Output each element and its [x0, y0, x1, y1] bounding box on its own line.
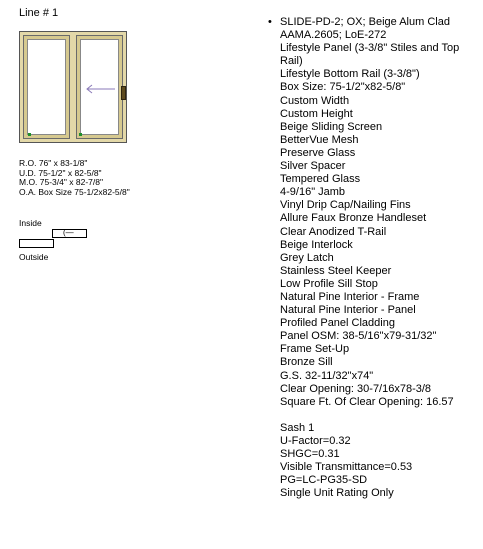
description-item: Panel OSM: 38-5/16"x79-31/32" [280, 330, 437, 343]
sash-item: PG=LC-PG35-SD [280, 474, 368, 487]
description-item: Custom Height [280, 107, 353, 120]
description-item: Square Ft. Of Clear Opening: 16.57 [280, 395, 454, 408]
description-item: Clear Anodized T-Rail [280, 225, 387, 238]
description-item: Low Profile Sill Stop [280, 277, 378, 290]
fixed-panel [23, 35, 70, 139]
description-item: Allure Faux Bronze Handleset [280, 212, 427, 225]
description-item: 4-9/16" Jamb [280, 186, 346, 199]
sash-item: SHGC=0.31 [280, 448, 340, 461]
sash-title: Sash 1 [280, 421, 315, 434]
bullet-icon: • [268, 16, 272, 28]
description-item: Box Size: 75-1/2"x82-5/8" [280, 81, 406, 94]
door-drawing [19, 31, 127, 143]
description-item: AAMA.2605; LoE-272 [280, 29, 387, 42]
sash-item: U-Factor=0.32 [280, 435, 351, 447]
spacer [280, 409, 480, 422]
description-item: BetterVue Mesh [280, 133, 359, 146]
description-item: Preserve Glass [280, 146, 356, 159]
description-item: Grey Latch [280, 251, 334, 264]
outside-label: Outside [19, 252, 49, 262]
description-item: Tempered Glass [280, 173, 361, 186]
description-items [280, 16, 480, 500]
line-title: Line # 1 [19, 7, 59, 19]
corner-marker-icon [79, 133, 82, 136]
description-item: Vinyl Drip Cap/Nailing Fins [280, 199, 411, 212]
fixed-panel-glass [27, 39, 66, 135]
description-item: G.S. 32-11/32"x74" [280, 369, 374, 382]
inside-label: Inside [19, 218, 42, 228]
handle-icon [121, 86, 126, 100]
dimension-line: M.O. 75-3/4" x 82-7/8" [19, 177, 103, 187]
description-item: Lifestyle Bottom Rail (3-3/8") [280, 68, 420, 81]
description-item: Stainless Steel Keeper [280, 264, 392, 277]
description-item: Bronze Sill [280, 356, 333, 369]
description-item: Beige Interlock [280, 238, 353, 251]
description-item: Silver Spacer [280, 160, 346, 173]
description-item: Natural Pine Interior - Panel [280, 304, 416, 317]
description-item: Profiled Panel Cladding [280, 317, 395, 330]
dimension-line: O.A. Box Size 75-1/2x82-5/8" [19, 186, 130, 197]
orientation-inside-panel [52, 229, 87, 238]
description-item: Lifestyle Panel (3-3/8" Stiles and Top Rail) [280, 42, 460, 68]
mini-arrow-icon: (— [63, 228, 74, 237]
sash-item: Visible Transmittance=0.53 [280, 461, 413, 474]
description-item: SLIDE-PD-2; OX; Beige Alum Clad [280, 16, 450, 28]
description-item: Clear Opening: 30-7/16x78-3/8 [280, 382, 432, 395]
description-item: Natural Pine Interior - Frame [280, 290, 420, 303]
dimension-line: R.O. 76" x 83-1/8" [19, 158, 88, 168]
dimensions-block [19, 159, 130, 197]
corner-marker-icon [28, 133, 31, 136]
sash-item: Single Unit Rating Only [280, 487, 394, 500]
description-item: Frame Set-Up [280, 343, 350, 356]
dimension-line: U.D. 75-1/2" x 82-5/8" [19, 167, 102, 178]
description-item: Beige Sliding Screen [280, 120, 383, 133]
description-item: Custom Width [280, 94, 350, 107]
slide-direction-arrow-icon [86, 84, 116, 94]
orientation-outside-panel [19, 239, 54, 248]
